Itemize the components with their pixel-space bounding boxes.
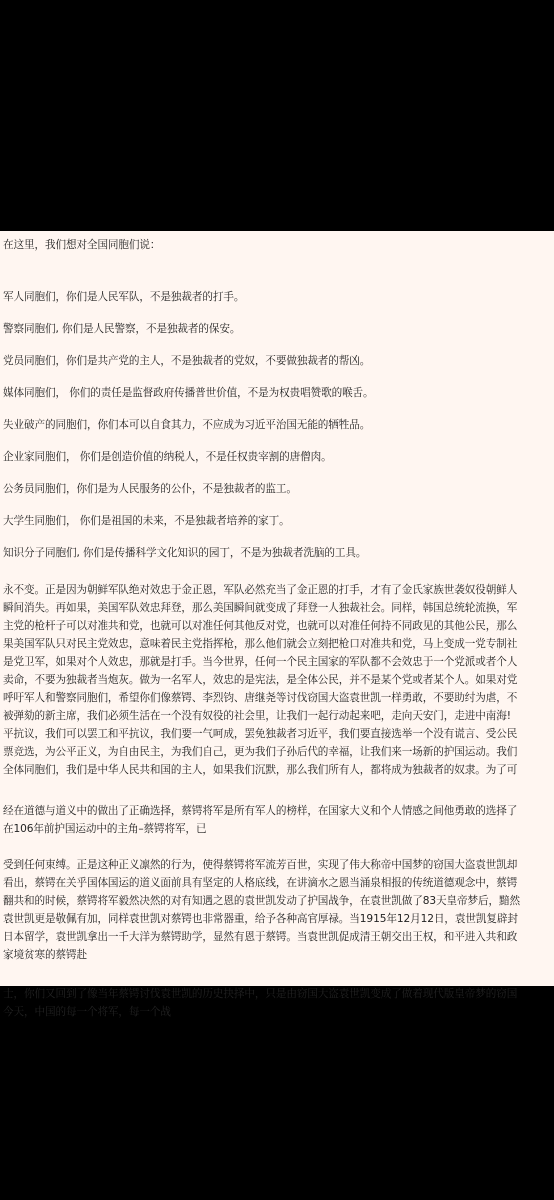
address-party: 党员同胞们，你们是共产党的主人，不是独裁者的党奴，不要做独裁者的帮凶。 <box>3 355 371 367</box>
address-entrepreneur: 企业家同胞们， 你们是创造价值的纳税人，不是任权贵宰割的唐僧肉。 <box>3 451 332 463</box>
paragraph-line: 袁世凯更是敬佩有加，同样袁世凯对蔡锷也非常器重，给予各种高官厚禄。当1915年12月12日，袁世凯复辟封 <box>3 913 518 925</box>
document-screenshot <box>0 231 554 1018</box>
address-intellectuals: 知识分子同胞们, 你们是传播科学文化知识的园丁，不是为独裁者洗脑的工具。 <box>3 547 367 559</box>
paragraph-line: 永不变。正是因为朝鲜军队绝对效忠于金正恩，军队必然充当了金正恩的打手，才有了金氏家族世袭奴役朝鲜人 <box>3 584 518 596</box>
paragraph-line: 翻共和的时候，蔡锷将军毅然决然的对有知遇之恩的袁世凯发动了护国战争，在袁世凯做了83天皇帝梦后，黯然 <box>3 895 520 907</box>
paragraph-line: 主党的枪杆子可以对准共和党，也就可以对准任何其他反对党，也就可以对准任何持不同政见的其他公民，那么 <box>3 620 518 632</box>
paragraph-line: 票竞选，为公平正义，为自由民主，为我们自己，更为我们子孙后代的幸福，让我们来一场新的护国运动。我们 <box>3 746 518 758</box>
paragraph-line: 平抗议，我们可以罢工和平抗议，我们要一气呵成，罢免独裁者习近平，我们要直接选举一个没有谎言、受公民 <box>3 728 518 740</box>
paragraph-line: 看出，蔡锷在关乎国体国运的道义面前具有坚定的人格底线，在讲滴水之恩当涌泉相报的传统道德观念中，蔡锷 <box>3 877 518 889</box>
paragraph-line: 卖命，不要为独裁者当炮灰。做为一名军人，效忠的是宪法，是全体公民，并不是某个党或者某个人。如果对党 <box>3 674 518 686</box>
paragraph-line: 被弹劾的新主席，我们必须生活在一个没有奴役的社会里，让我们一起行动起来吧，走向天安门，走进中南海! <box>3 710 511 722</box>
address-police: 警察同胞们, 你们是人民警察，不是独裁者的保安。 <box>3 323 241 335</box>
paragraph-line: 家境贫寒的蔡锷赴 <box>3 949 87 961</box>
paragraph-line: 经在道德与道义中的做出了正确选择，蔡锷将军是所有军人的榜样，在国家大义和个人情感之间他勇敢的选择了 <box>3 805 518 817</box>
address-students: 大学生同胞们， 你们是祖国的未来，不是独裁者培养的家丁。 <box>3 515 290 527</box>
address-civil-servant: 公务员同胞们，你们是为人民服务的公仆，不是独裁者的监工。 <box>3 483 297 495</box>
paragraph-line: 今天，中国的每一个将军，每一个战 <box>3 1006 171 1018</box>
paragraph-line: 果美国军队只对民主党效忠，意味着民主党指挥枪，那么他们就会立刻把枪口对准共和党，马上变成一党专制社 <box>3 638 518 650</box>
paragraph-line: 全体同胞们，我们是中华人民共和国的主人，如果我们沉默，那么我们所有人，都将成为独裁者的奴隶。为了可 <box>3 764 518 776</box>
paragraph-line: 日本留学，袁世凯拿出一千大洋为蔡锷助学，显然有恩于蔡锷。当袁世凯促成清王朝交出王权，和平进入共和政 <box>3 931 518 943</box>
paragraph-line: 受到任何束缚。正是这种正义凛然的行为，使得蔡锷将军流芳百世，实现了伟大称帝中国梦的窃国大盗袁世凯却 <box>3 859 518 871</box>
address-unemployed: 失业破产的同胞们，你们本可以自食其力，不应成为习近平治国无能的牺牲品。 <box>3 419 371 431</box>
paragraph-line: 是党卫军，如果对个人效忠，那就是打手。当今世界，任何一个民主国家的军队都不会效忠于一个党派或者个人 <box>3 656 518 668</box>
address-military: 军人同胞们，你们是人民军队，不是独裁者的打手。 <box>3 291 245 303</box>
paragraph-line: 士，你们又回到了像当年蔡锷讨伐袁世凯的历史抉择中，只是由窃国大盗袁世凯变成了做着现代版皇帝梦的窃国 <box>3 988 518 1000</box>
paragraph-line: 在106年前护国运动中的主角–蔡锷将军，已 <box>3 823 207 835</box>
paragraph-line: 瞬间消失。再如果，美国军队效忠拜登，那么美国瞬间就变成了拜登一人独裁社会。同样，韩国总统轮流换，军 <box>3 602 518 614</box>
address-media: 媒体同胞们， 你们的责任是监督政府传播普世价值，不是为权贵唱赞歌的喉舌。 <box>3 387 374 399</box>
paragraph-line: 呼吁军人和警察同胞们，希望你们像蔡锷、李烈钧、唐继尧等讨伐窃国大盗袁世凯一样勇敢，不要助纣为虐，不 <box>3 692 518 704</box>
intro-line: 在这里，我们想对全国同胞们说： <box>3 239 161 251</box>
